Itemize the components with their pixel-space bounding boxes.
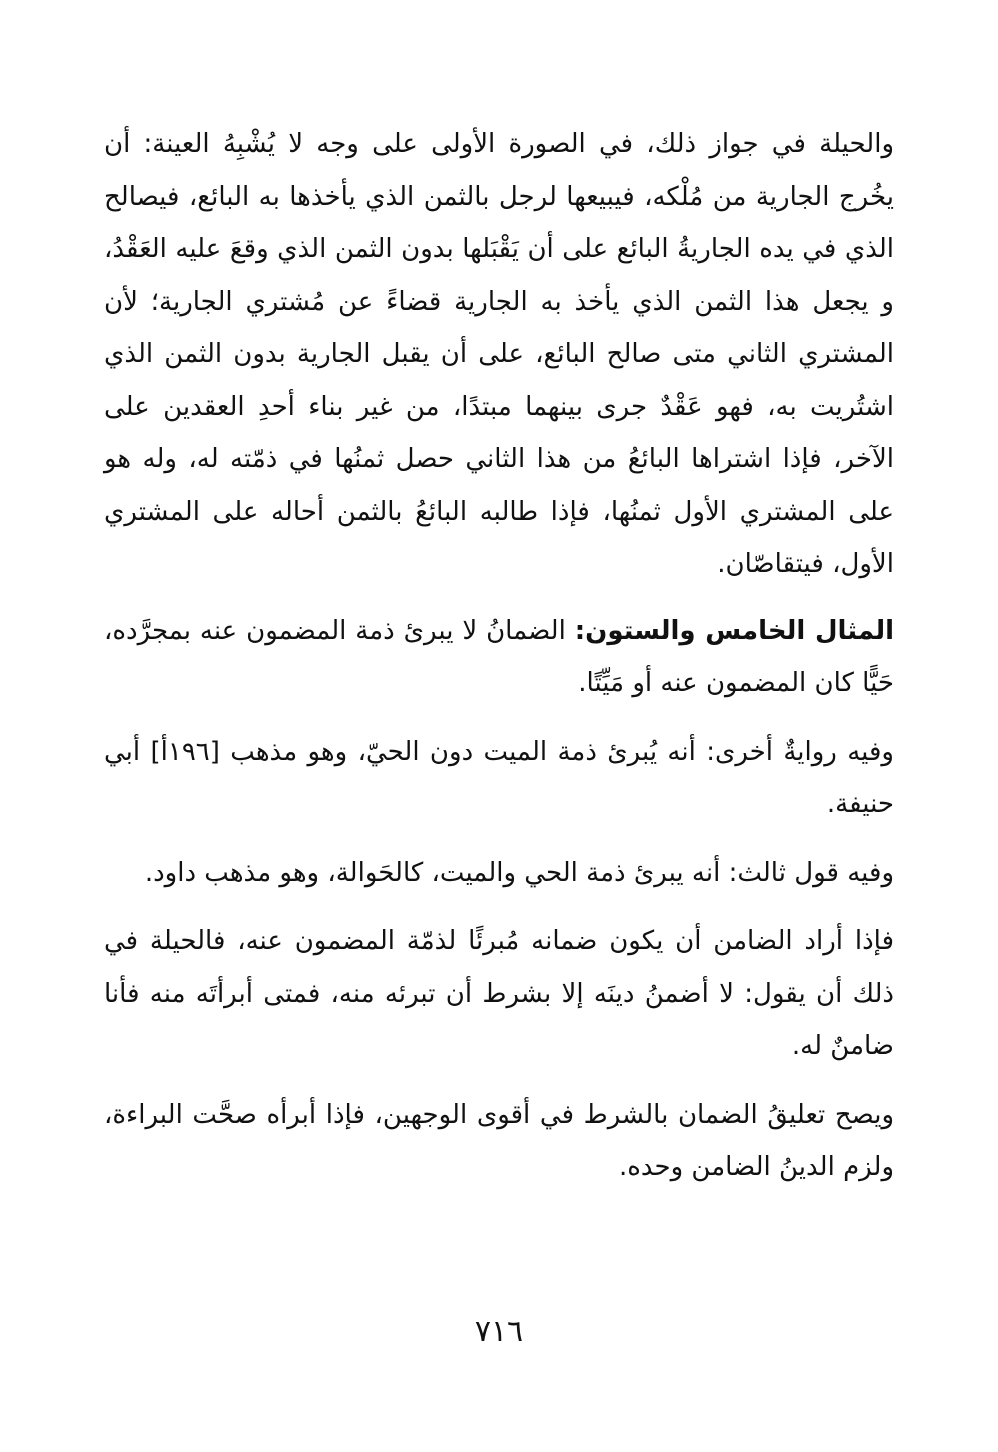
page-number: ٧١٦ [474, 1314, 524, 1349]
paragraph-2 [104, 605, 894, 710]
body-text [104, 118, 894, 1210]
paragraph-6-text: ويصح تعليقُ الضمان بالشرط في أقوى الوجهين، فإذا أبرأه صحَّت البراءة، ولزم الدينُ الضامن وحده. [104, 1099, 894, 1182]
paragraph-4-text: وفيه قول ثالث: أنه يبرئ ذمة الحي والميت، كالحَوالة، وهو مذهب داود. [144, 857, 894, 888]
paragraph-5 [104, 915, 894, 1073]
paragraph-6 [104, 1089, 894, 1194]
paragraph-2-text: الضمانُ لا يبرئ ذمة المضمون عنه بمجرَّده، حَيًّا كان المضمون عنه أو مَيِّتًا. [104, 615, 894, 698]
paragraph-1-text: والحيلة في جواز ذلك، في الصورة الأولى على وجه لا يُشْبِهُ العينة: أن يخُرج الجارية من مُلْكه، فيبيعها لرجل بالثمن الذي يأخذها به البائع، فيصالح الذي في يده الجاريةُ البائع على أن يَقْبَلها بدون الثمن الذي وقعَ عليه العَقْدُ، و يجعل هذا الثمن الذي يأخذ به الجارية قضاءً عن مُشتري الجارية؛ لأن المشتري الثاني متى صالح البائع، على أن يقبل الجارية بدون الثمن الذي اشتُريت به، فهو عَقْدٌ جرى بينهما مبتدًا، من غير بناء أحدِ العقدين على الآخر، فإذا اشتراها البائعُ من هذا الثاني حصل ثمنُها في ذمّته له، وله هو على المشتري الأول ثمنُها، فإذا طالبه البائعُ بالثمن أحاله على المشتري الأول، فيتقاصّان. [104, 129, 894, 579]
paragraph-2-lead: المثال الخامس والستون: [574, 615, 894, 646]
paragraph-1 [104, 118, 894, 591]
paragraph-4 [104, 847, 894, 900]
paragraph-3 [104, 726, 894, 831]
paragraph-3-text: وفيه روايةٌ أخرى: أنه يُبرئ ذمة الميت دون الحيّ، وهو مذهب [١٩٦أ] أبي حنيفة. [104, 736, 894, 819]
paragraph-5-text: فإذا أراد الضامن أن يكون ضمانه مُبرئًا لذمّة المضمون عنه، فالحيلة في ذلك أن يقول: لا أضمنُ دينَه إلا بشرط أن تبرئه منه، فمتى أبرأتَه منه فأنا ضامنٌ له. [104, 926, 894, 1061]
